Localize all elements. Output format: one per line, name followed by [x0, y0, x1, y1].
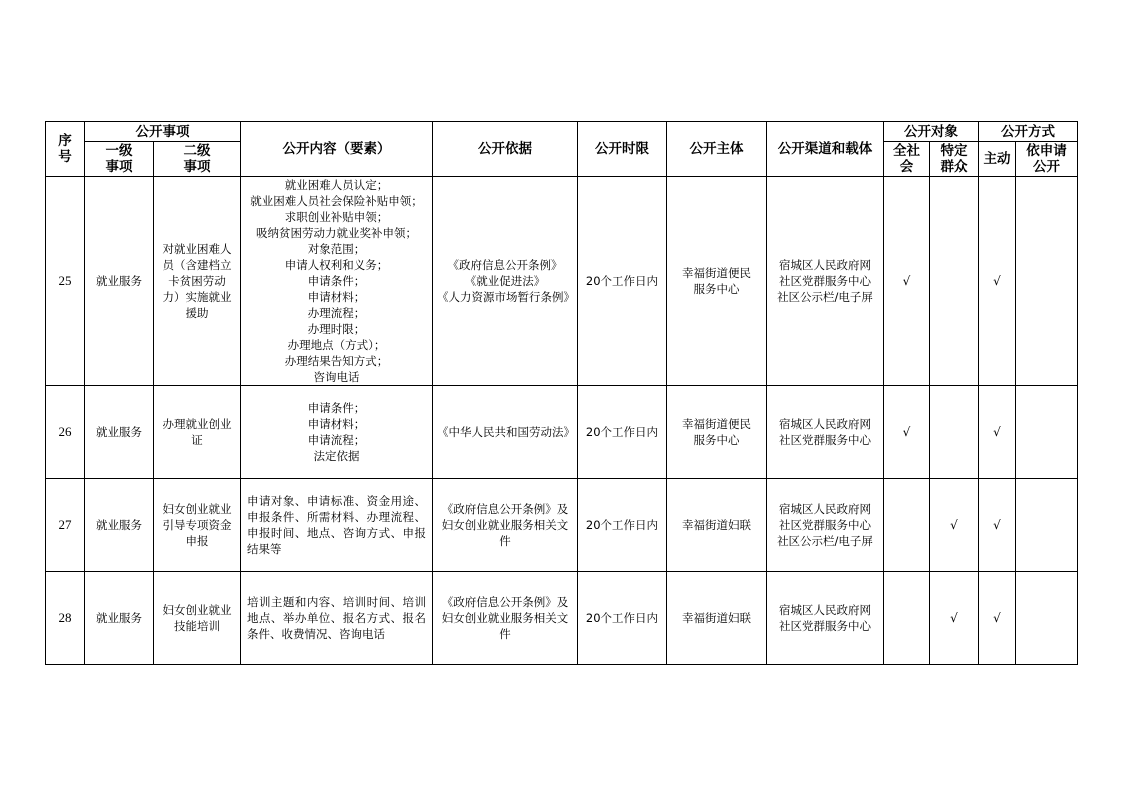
content-cell-line: 咨询电话 [313, 370, 360, 384]
active-cell: √ [979, 479, 1016, 572]
content-cell-line: 对象范围； [307, 242, 366, 256]
seq-cell: 28 [46, 572, 85, 665]
header-all-society: 全社会 [884, 142, 930, 177]
channel-cell-line: 社区党群服务中心 [779, 274, 871, 288]
on-request-cell [1016, 386, 1078, 479]
all-society-cell: √ [884, 177, 930, 386]
content-cell-line: 就业困难人员认定； [284, 178, 389, 192]
time-limit-cell: 20个工作日内 [578, 177, 667, 386]
content-cell-line: 申请条件； [307, 401, 366, 415]
table-row [46, 386, 1078, 479]
channel-cell-line: 宿城区人民政府网 [779, 502, 871, 516]
level1-cell: 就业服务 [85, 572, 154, 665]
on-request-cell [1016, 177, 1078, 386]
subject-cell: 幸福街道妇联 [667, 479, 767, 572]
seq-cell: 27 [46, 479, 85, 572]
channel-cell [767, 386, 884, 479]
content-cell-line: 求职创业补贴申领； [284, 210, 389, 224]
on-request-cell [1016, 572, 1078, 665]
level2-cell: 妇女创业就业技能培训 [154, 572, 241, 665]
basis-cell [433, 572, 578, 665]
seq-cell: 25 [46, 177, 85, 386]
level2-cell: 办理就业创业证 [154, 386, 241, 479]
basis-cell-line: 《人力资源市场暂行条例》 [437, 290, 575, 304]
header-method: 公开方式 [979, 122, 1078, 142]
subject-cell: 幸福街道妇联 [667, 572, 767, 665]
content-cell [241, 177, 433, 386]
channel-cell-line: 宿城区人民政府网 [779, 417, 871, 431]
content-cell-line: 申请材料； [307, 290, 366, 304]
disclosure-table [45, 121, 1078, 665]
basis-cell [433, 177, 578, 386]
channel-cell [767, 177, 884, 386]
content-cell-line: 申请对象、申请标准、资金用途、申报条件、所需材料、办理流程、申报时间、地点、咨询方式、申报结果等 [247, 494, 426, 556]
content-cell-line: 办理地点（方式）； [287, 338, 386, 352]
header-audience: 公开对象 [884, 122, 979, 142]
channel-cell-line: 社区党群服务中心 [779, 518, 871, 532]
content-cell-line: 吸纳贫困劳动力就业奖补申领； [256, 226, 417, 240]
content-cell-line: 申请条件； [307, 274, 366, 288]
time-limit-cell: 20个工作日内 [578, 572, 667, 665]
content-cell-line: 就业困难人员社会保险补贴申领； [250, 194, 423, 208]
time-limit-cell: 20个工作日内 [578, 386, 667, 479]
content-cell [241, 479, 433, 572]
active-cell: √ [979, 177, 1016, 386]
content-cell-line: 法定依据 [313, 449, 360, 463]
channel-cell-line: 社区党群服务中心 [779, 619, 871, 633]
channel-cell-line: 宿城区人民政府网 [779, 603, 871, 617]
on-request-cell [1016, 479, 1078, 572]
channel-cell-line: 社区公示栏/电子屏 [777, 290, 873, 304]
basis-cell-line: 《政府信息公开条例》及妇女创业就业服务相关文件 [441, 595, 569, 641]
content-cell-line: 培训主题和内容、培训时间、培训地点、举办单位、报名方式、报名条件、收费情况、咨询电话 [247, 595, 426, 641]
header-level2: 二级事项 [154, 142, 241, 177]
header-subject: 公开主体 [667, 122, 767, 177]
content-cell-line: 办理结果告知方式； [284, 354, 389, 368]
header-items: 公开事项 [85, 122, 241, 142]
header-content: 公开内容（要素） [241, 122, 433, 177]
basis-cell-line: 《政府信息公开条例》 [447, 258, 563, 272]
header-active: 主动 [979, 142, 1016, 177]
time-limit-cell: 20个工作日内 [578, 479, 667, 572]
level1-cell: 就业服务 [85, 386, 154, 479]
channel-cell-line: 社区党群服务中心 [779, 433, 871, 447]
specific-cell [930, 177, 979, 386]
basis-cell-line: 《就业促进法》 [464, 274, 546, 288]
basis-cell [433, 479, 578, 572]
active-cell: √ [979, 572, 1016, 665]
content-cell-line: 申请材料； [307, 417, 366, 431]
table-row [46, 177, 1078, 386]
table-row [46, 572, 1078, 665]
specific-cell [930, 386, 979, 479]
specific-cell: √ [930, 572, 979, 665]
header-specific: 特定群众 [930, 142, 979, 177]
header-on-request: 依申请公开 [1016, 142, 1078, 177]
active-cell: √ [979, 386, 1016, 479]
basis-cell-line: 《政府信息公开条例》及妇女创业就业服务相关文件 [441, 502, 569, 548]
channel-cell [767, 479, 884, 572]
content-cell-line: 申请人权利和义务； [284, 258, 389, 272]
all-society-cell [884, 572, 930, 665]
subject-cell: 幸福街道便民服务中心 [667, 386, 767, 479]
header-seq: 序号 [46, 122, 85, 177]
table-row [46, 479, 1078, 572]
header-channel: 公开渠道和载体 [767, 122, 884, 177]
header-basis: 公开依据 [433, 122, 578, 177]
subject-cell: 幸福街道便民服务中心 [667, 177, 767, 386]
all-society-cell: √ [884, 386, 930, 479]
content-cell [241, 386, 433, 479]
level2-cell: 妇女创业就业引导专项资金申报 [154, 479, 241, 572]
content-cell-line: 申请流程； [307, 433, 366, 447]
content-cell-line: 办理时限； [307, 322, 366, 336]
basis-cell-line: 《中华人民共和国劳动法》 [437, 425, 575, 439]
content-cell-line: 办理流程； [307, 306, 366, 320]
header-time-limit: 公开时限 [578, 122, 667, 177]
header-level1: 一级事项 [85, 142, 154, 177]
channel-cell-line: 宿城区人民政府网 [779, 258, 871, 272]
channel-cell-line: 社区公示栏/电子屏 [777, 534, 873, 548]
level1-cell: 就业服务 [85, 177, 154, 386]
table-body [46, 177, 1078, 665]
level2-cell: 对就业困难人员（含建档立卡贫困劳动力）实施就业援助 [154, 177, 241, 386]
seq-cell: 26 [46, 386, 85, 479]
content-cell [241, 572, 433, 665]
all-society-cell [884, 479, 930, 572]
channel-cell [767, 572, 884, 665]
level1-cell: 就业服务 [85, 479, 154, 572]
specific-cell: √ [930, 479, 979, 572]
basis-cell [433, 386, 578, 479]
